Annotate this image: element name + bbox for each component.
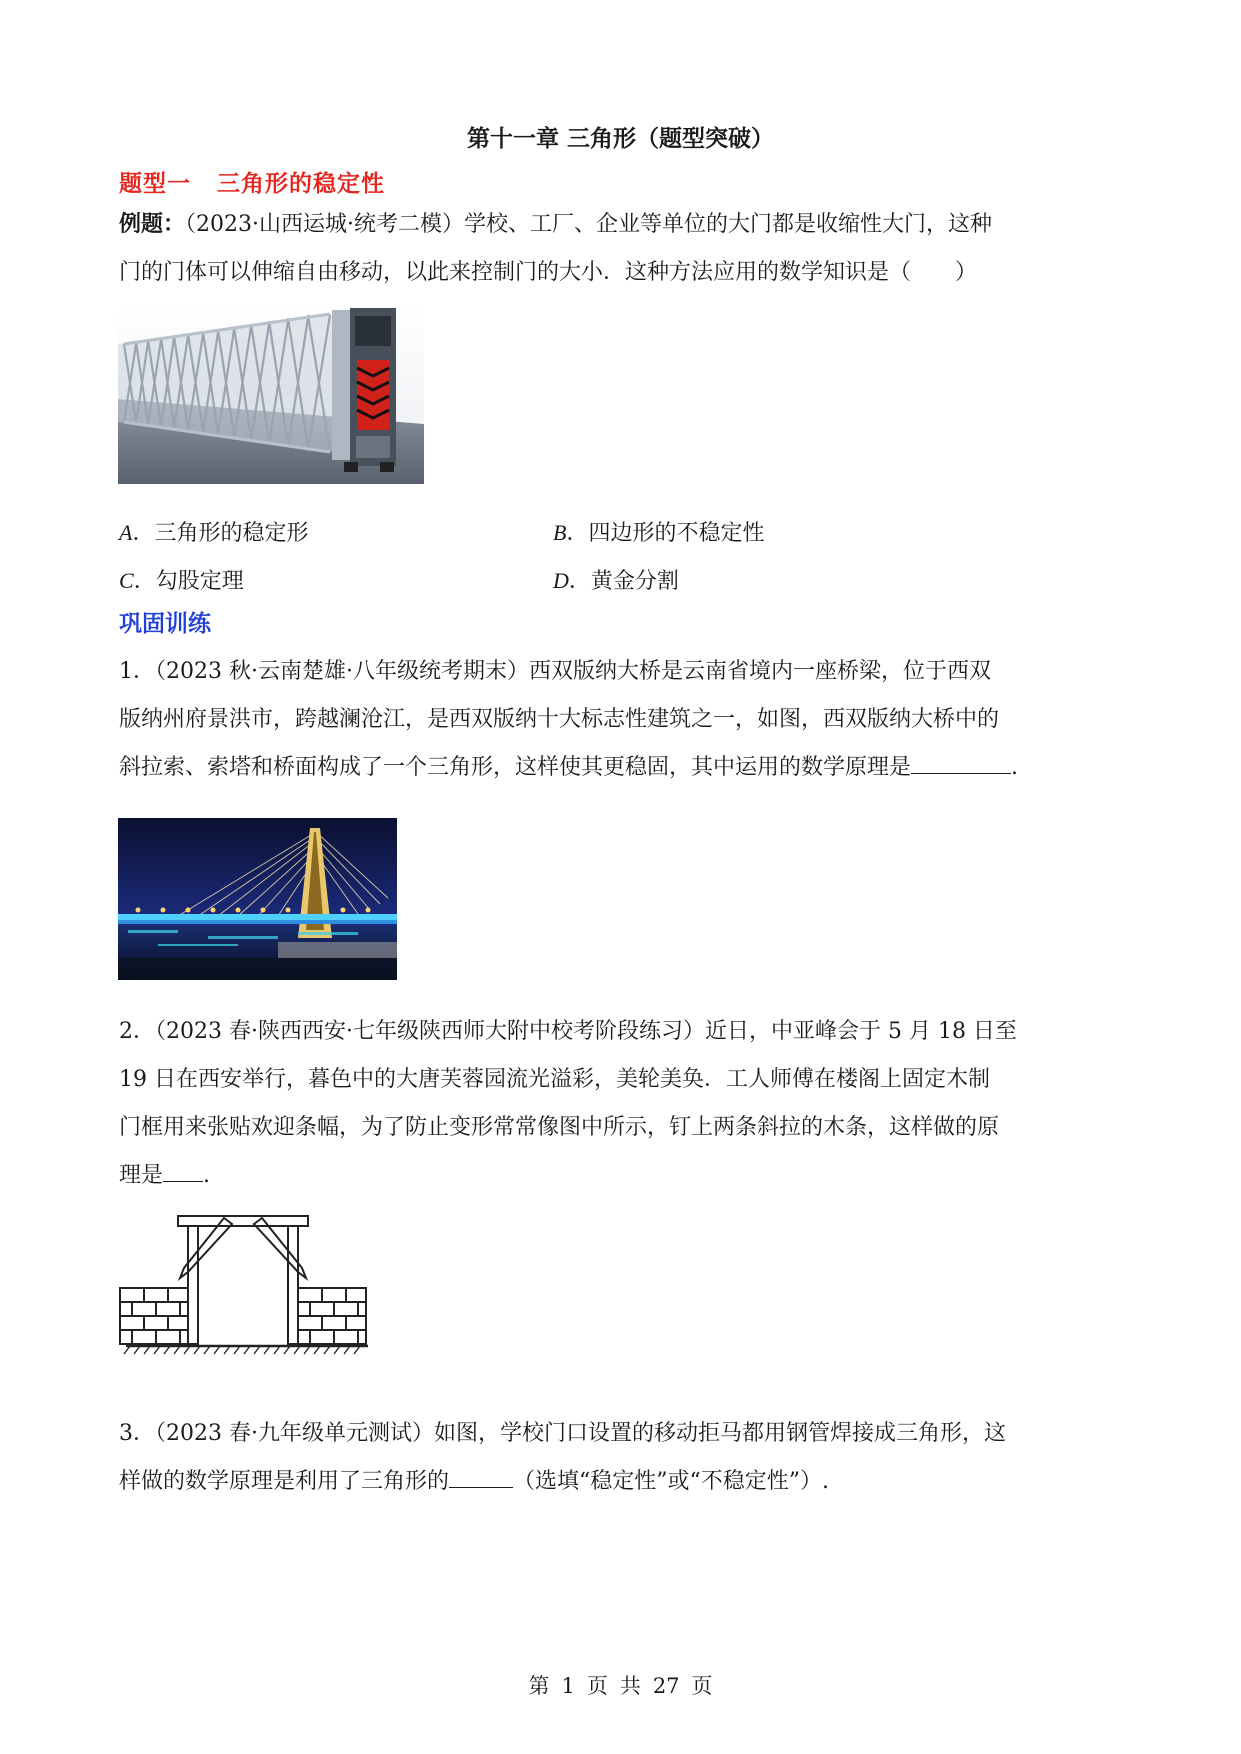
option-a[interactable] xyxy=(119,516,308,547)
page-footer xyxy=(0,1670,1241,1700)
option-c[interactable] xyxy=(119,564,244,595)
q2-line-3: 门框用来张贴欢迎条幅，为了防止变形常常像图中所示，钉上两条斜拉的木条，这样做的原 xyxy=(119,1115,1000,1140)
q2-line-4-end: . xyxy=(203,1163,211,1188)
q3-line-1: 3．（2023 春·九年级单元测试）如图，学校门口设置的移动拒马都用钢管焊接成三角形，这 xyxy=(119,1421,1006,1446)
example-line-1: （2023·山西运城·统考二模）学校、工厂、企业等单位的大门都是收缩性大门，这种 xyxy=(185,212,992,237)
option-a-letter: A xyxy=(119,520,133,545)
example-prefix: 例题： xyxy=(119,211,186,237)
q2-line-2: 19 日在西安举行，暮色中的大唐芙蓉园流光溢彩，美轮美奂．工人师傅在楼阁上固定木制 xyxy=(119,1067,990,1092)
door-frame-diagram xyxy=(118,1210,374,1360)
footer-text-b: 页 xyxy=(586,1674,608,1698)
retractable-gate-image xyxy=(118,304,424,484)
option-b[interactable] xyxy=(553,516,764,547)
footer-text-a: 第 xyxy=(528,1674,550,1698)
q1-line-2: 版纳州府景洪市，跨越澜沧江，是西双版纳十大标志性建筑之一，如图，西双版纳大桥中的 xyxy=(119,707,1000,732)
page-title: 第十一章 三角形（题型突破） xyxy=(466,125,774,152)
option-c-text: ．勾股定理 xyxy=(133,569,244,594)
option-b-letter: B xyxy=(553,520,567,545)
option-d-letter: D xyxy=(553,568,569,593)
bridge-night-image xyxy=(118,818,397,980)
option-c-letter: C xyxy=(119,568,134,593)
current-page-number: 1 xyxy=(561,1674,575,1698)
option-b-text: ．四边形的不稳定性 xyxy=(566,521,765,546)
q2-answer-blank[interactable] xyxy=(163,1157,203,1182)
q1-line-1: 1．（2023 秋·云南楚雄·八年级统考期末）西双版纳大桥是云南省境内一座桥梁，位于西双 xyxy=(119,659,991,684)
option-d[interactable] xyxy=(553,564,679,595)
q1-line-3-end: . xyxy=(1011,755,1019,780)
example-question xyxy=(119,200,1129,297)
section-label: 题型一 xyxy=(119,170,191,197)
section-name: 三角形的稳定性 xyxy=(217,170,385,197)
footer-text-d: 页 xyxy=(691,1674,713,1698)
option-d-text: ．黄金分割 xyxy=(568,569,679,594)
example-line-2: 门的门体可以伸缩自由移动，以此来控制门的大小．这种方法应用的数学知识是（ ） xyxy=(119,260,978,285)
question-1 xyxy=(119,648,1129,792)
question-3 xyxy=(119,1410,1129,1506)
q3-answer-blank[interactable] xyxy=(449,1463,513,1488)
footer-text-c: 共 xyxy=(619,1674,641,1698)
section-heading xyxy=(119,165,385,198)
q1-answer-blank[interactable] xyxy=(911,749,1011,774)
q2-line-1: 2．（2023 春·陕西西安·七年级陕西师大附中校考阶段练习）近日，中亚峰会于 5 月 18 日至 xyxy=(119,1019,1017,1044)
q3-line-2-end: （选填“稳定性”或“不稳定性”）. xyxy=(513,1469,829,1494)
q2-line-4: 理是 xyxy=(119,1163,164,1188)
drill-heading: 巩固训练 xyxy=(119,610,211,637)
total-page-count: 27 xyxy=(652,1674,680,1698)
q3-line-2: 样做的数学原理是利用了三角形的 xyxy=(119,1469,450,1494)
option-a-text: ．三角形的稳定形 xyxy=(132,521,309,546)
q1-line-3: 斜拉索、索塔和桥面构成了一个三角形，这样使其更稳固，其中运用的数学原理是 xyxy=(119,755,912,780)
question-2 xyxy=(119,1008,1129,1200)
